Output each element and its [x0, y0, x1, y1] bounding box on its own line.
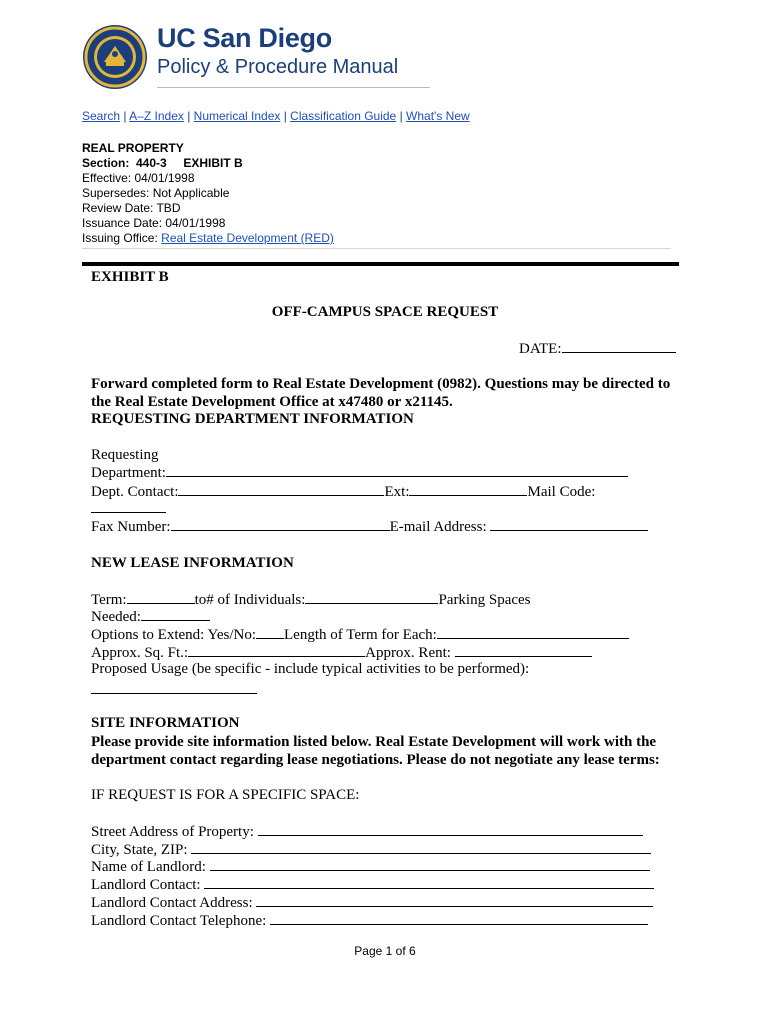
street-row: Street Address of Property:: [91, 822, 643, 841]
meta-section: Section: 440-3 EXHIBIT B: [82, 156, 243, 170]
meta-heading: REAL PROPERTY: [82, 141, 184, 155]
classification-guide-link[interactable]: Classification Guide: [290, 109, 397, 123]
landlord-phone-row: Landlord Contact Telephone:: [91, 911, 648, 930]
requesting-label: Requesting: [91, 447, 159, 463]
department-row: Department:: [91, 463, 628, 482]
landlord-contact-row: Landlord Contact:: [91, 875, 654, 894]
street-field[interactable]: [258, 822, 643, 836]
needed-row: Needed:: [91, 607, 210, 626]
mail-code-field[interactable]: [91, 499, 166, 513]
options-row: Options to Extend: Yes/No: Length of Term for Each:: [91, 625, 629, 644]
az-index-link[interactable]: A–Z Index: [129, 109, 184, 123]
usage-field[interactable]: [91, 680, 257, 694]
site-heading: SITE INFORMATION: [91, 715, 240, 731]
date-field[interactable]: [562, 339, 676, 353]
site-subtitle: Policy & Procedure Manual: [157, 56, 399, 78]
landlord-address-field[interactable]: [256, 893, 653, 907]
ext-field[interactable]: [409, 482, 527, 496]
rent-field[interactable]: [455, 643, 592, 657]
city-row: City, State, ZIP:: [91, 840, 651, 859]
department-field[interactable]: [166, 463, 628, 477]
nav-links: Search | A–Z Index | Numerical Index | Classification Guide | What's New: [82, 109, 470, 123]
meta-effective: Effective: 04/01/1998: [82, 171, 195, 185]
usage-label: Proposed Usage (be specific - include typical activities to be performed):: [91, 661, 530, 677]
meta-issuance-date: Issuance Date: 04/01/1998: [82, 216, 226, 230]
length-field[interactable]: [437, 625, 629, 639]
landlord-contact-field[interactable]: [204, 875, 654, 889]
red-link[interactable]: Real Estate Development (RED): [161, 231, 334, 245]
search-link[interactable]: Search: [82, 109, 121, 123]
landlord-address-row: Landlord Contact Address:: [91, 893, 653, 912]
landlord-phone-field[interactable]: [270, 911, 648, 925]
requesting-heading: REQUESTING DEPARTMENT INFORMATION: [91, 411, 414, 427]
lease-heading: NEW LEASE INFORMATION: [91, 555, 294, 571]
city-field[interactable]: [191, 840, 651, 854]
fax-field[interactable]: [171, 517, 390, 531]
dept-contact-field[interactable]: [178, 482, 384, 496]
policy-metadata: [82, 141, 334, 246]
header-divider: [157, 87, 430, 88]
options-field[interactable]: [256, 625, 284, 639]
term-row: Term: to# of Individuals: Parking Spaces: [91, 592, 531, 608]
individuals-field[interactable]: [305, 590, 438, 604]
email-field[interactable]: [490, 517, 648, 531]
usage-row: [91, 680, 257, 699]
mail-code-row: [91, 499, 166, 518]
page-number: Page 1 of 6: [354, 944, 416, 958]
site-line-2: department contact regarding lease negotiations. Please do not negotiate any lease terms:: [91, 752, 660, 768]
whats-new-link[interactable]: What's New: [406, 109, 470, 123]
meta-issuing-office: Issuing Office: Real Estate Development (RED): [82, 231, 334, 245]
term-from-field[interactable]: [127, 590, 195, 604]
landlord-row: Name of Landlord:: [91, 857, 650, 876]
site-title: UC San Diego: [157, 23, 332, 53]
date-row: DATE:: [519, 339, 676, 358]
sqft-field[interactable]: [188, 643, 365, 657]
meta-divider: [82, 248, 671, 249]
meta-supersedes: Supersedes: Not Applicable: [82, 186, 230, 200]
uc-seal-logo: [82, 24, 148, 90]
meta-review-date: Review Date: TBD: [82, 201, 181, 215]
specific-space-label: IF REQUEST IS FOR A SPECIFIC SPACE:: [91, 787, 360, 803]
forward-line-1: Forward completed form to Real Estate Development (0982). Questions may be directed to: [91, 376, 671, 392]
section-rule: [82, 262, 679, 266]
landlord-field[interactable]: [210, 857, 650, 871]
exhibit-label: EXHIBIT B: [91, 269, 169, 285]
sqft-row: Approx. Sq. Ft.: Approx. Rent:: [91, 643, 592, 662]
contact-row: Dept. Contact: Ext: Mail Code:: [91, 484, 596, 500]
fax-row: Fax Number: E-mail Address:: [91, 517, 648, 536]
numerical-index-link[interactable]: Numerical Index: [193, 109, 281, 123]
form-title: OFF-CAMPUS SPACE REQUEST: [271, 304, 499, 320]
parking-field[interactable]: [141, 607, 210, 621]
forward-line-2: the Real Estate Development Office at x47480 or x21145.: [91, 394, 453, 410]
site-line-1: Please provide site information listed below. Real Estate Development will work with the: [91, 734, 657, 750]
